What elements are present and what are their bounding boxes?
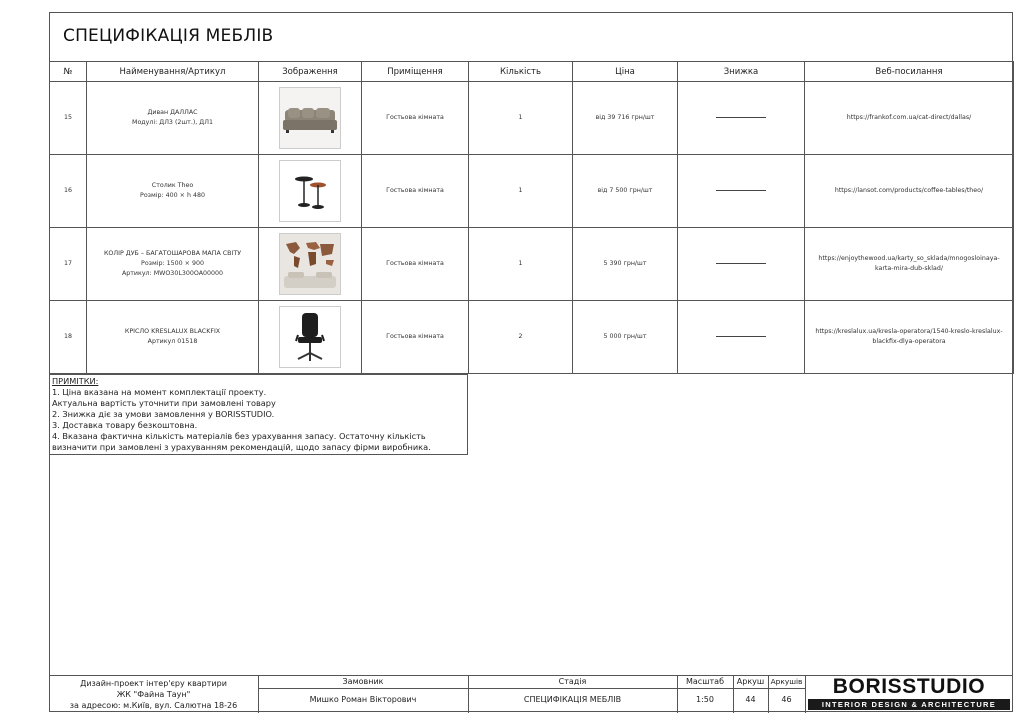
table-row	[50, 155, 1014, 228]
row-number: 17	[50, 228, 87, 301]
web-link[interactable]: https://lansot.com/products/coffee-tables/theo/	[834, 187, 984, 194]
web-link-cell	[805, 82, 1014, 155]
header-quantity: Кількість	[469, 62, 573, 82]
item-name-cell	[87, 82, 259, 155]
item-article: Артикул: MWO30L300OA00000	[121, 270, 224, 277]
logo-tagline: INTERIOR DESIGN & ARCHITECTURE	[808, 699, 1010, 710]
project-title: Дизайн-проект інтер'єру квартири	[80, 679, 227, 688]
scale-value: 1:50	[696, 695, 714, 704]
scale-label: Масштаб	[685, 677, 725, 686]
image-cell	[259, 301, 362, 374]
room-cell: Гостьова кімната	[362, 301, 469, 374]
table-header-row	[50, 62, 1014, 82]
quantity-cell: 2	[469, 301, 573, 374]
image-cell	[259, 228, 362, 301]
discount-cell	[678, 228, 805, 301]
header-name: Найменування/Артикул	[87, 62, 259, 82]
table-row	[50, 301, 1014, 374]
specification-table	[49, 61, 1014, 374]
web-link[interactable]: https://enjoythewood.ua/karty_so_sklada/mnogosloinaya-	[818, 255, 1000, 262]
logo-name: BORISSTUDIO	[832, 675, 986, 698]
room-cell: Гостьова кімната	[362, 82, 469, 155]
price-cell: від 7 500 грн/шт	[573, 155, 678, 228]
item-name-cell	[87, 155, 259, 228]
notes-box	[49, 374, 468, 455]
discount-dash	[716, 336, 766, 337]
coffee-table-image	[279, 160, 341, 222]
image-cell	[259, 82, 362, 155]
web-link[interactable]: https://kreslalux.ua/kresla-operatora/1540-kreslo-kreslalux-	[815, 328, 1003, 335]
header-price: Ціна	[573, 62, 678, 82]
customer-value: Мишко Роман Вікторович	[309, 695, 417, 704]
web-link-cell	[805, 301, 1014, 374]
note-line: 3. Доставка товару безкоштовна.	[52, 420, 198, 430]
discount-dash	[716, 263, 766, 264]
sheet-label: Аркуш	[736, 677, 765, 686]
item-name: Столик Theo	[151, 182, 194, 189]
discount-dash	[716, 117, 766, 118]
stage-label: Стадія	[558, 677, 587, 686]
note-line: 4. Вказана фактична кількість матеріалів без урахування запасу. Остаточну кількість	[52, 431, 426, 441]
note-line: 1. Ціна вказана на момент комплектації проекту.	[52, 387, 267, 397]
header-discount: Знижка	[678, 62, 805, 82]
quantity-cell: 1	[469, 155, 573, 228]
item-name: КРІСЛО KRESLALUX BLACKFIX	[124, 328, 221, 335]
header-number: №	[50, 62, 87, 82]
image-cell	[259, 155, 362, 228]
discount-dash	[716, 190, 766, 191]
page-title: СПЕЦИФІКАЦІЯ МЕБЛІВ	[63, 26, 274, 46]
header-web-link: Веб-посилання	[805, 62, 1014, 82]
quantity-cell: 1	[469, 228, 573, 301]
room-cell: Гостьова кімната	[362, 155, 469, 228]
note-line: Актуальна вартість уточнити при замовлені товару	[52, 398, 276, 408]
discount-cell	[678, 301, 805, 374]
table-row	[50, 228, 1014, 301]
project-complex: ЖК "Файна Таун"	[116, 690, 191, 699]
price-cell: 5 000 грн/шт	[573, 301, 678, 374]
header-image: Зображення	[259, 62, 362, 82]
discount-cell	[678, 82, 805, 155]
item-detail: Розмір: 400 × h 480	[140, 192, 205, 199]
sheets-total-value: 46	[781, 695, 792, 704]
web-link-continued[interactable]: blackfix-dlya-operatora	[872, 338, 946, 345]
customer-label: Замовник	[342, 677, 384, 686]
note-line: 2. Знижка діє за умови замовлення у BORISSTUDIO.	[52, 409, 275, 419]
row-number: 15	[50, 82, 87, 155]
price-cell: 5 390 грн/шт	[573, 228, 678, 301]
sofa-image	[279, 87, 341, 149]
web-link-cell	[805, 228, 1014, 301]
row-number: 16	[50, 155, 87, 228]
world-map-image	[279, 233, 341, 295]
row-number: 18	[50, 301, 87, 374]
item-name: Диван ДАЛЛАС	[147, 109, 198, 116]
office-chair-image	[279, 306, 341, 368]
price-cell: від 39 716 грн/шт	[573, 82, 678, 155]
item-name-cell	[87, 301, 259, 374]
item-detail: Артикул 01518	[147, 338, 198, 345]
web-link-cell	[805, 155, 1014, 228]
item-detail: Модулі: ДЛ3 (2шт.), ДЛ1	[132, 119, 213, 126]
item-name: КОЛІР ДУБ – БАГАТОШАРОВА МАПА СВІТУ	[103, 250, 242, 257]
room-cell: Гостьова кімната	[362, 228, 469, 301]
project-address: за адресою: м.Київ, вул. Салютна 18-26	[69, 701, 238, 710]
notes-heading: ПРИМІТКИ:	[52, 376, 99, 386]
discount-cell	[678, 155, 805, 228]
quantity-cell: 1	[469, 82, 573, 155]
item-detail: Розмір: 1500 × 900	[141, 260, 204, 267]
table-row	[50, 82, 1014, 155]
header-room: Приміщення	[362, 62, 469, 82]
stage-value: СПЕЦИФІКАЦІЯ МЕБЛІВ	[523, 695, 622, 704]
web-link-continued[interactable]: karta-mira-dub-sklad/	[874, 265, 944, 272]
sheets-total-label: Аркушів	[770, 677, 803, 686]
note-line: визначити при замовлені з урахуванням рекомендацій, щодо запасу фірми виробника.	[52, 442, 431, 452]
item-name-cell	[87, 228, 259, 301]
studio-logo	[806, 676, 1012, 711]
project-info	[49, 678, 258, 711]
web-link[interactable]: https://frankof.com.ua/cat-direct/dallas/	[846, 114, 972, 121]
sheet-value: 44	[745, 695, 756, 704]
